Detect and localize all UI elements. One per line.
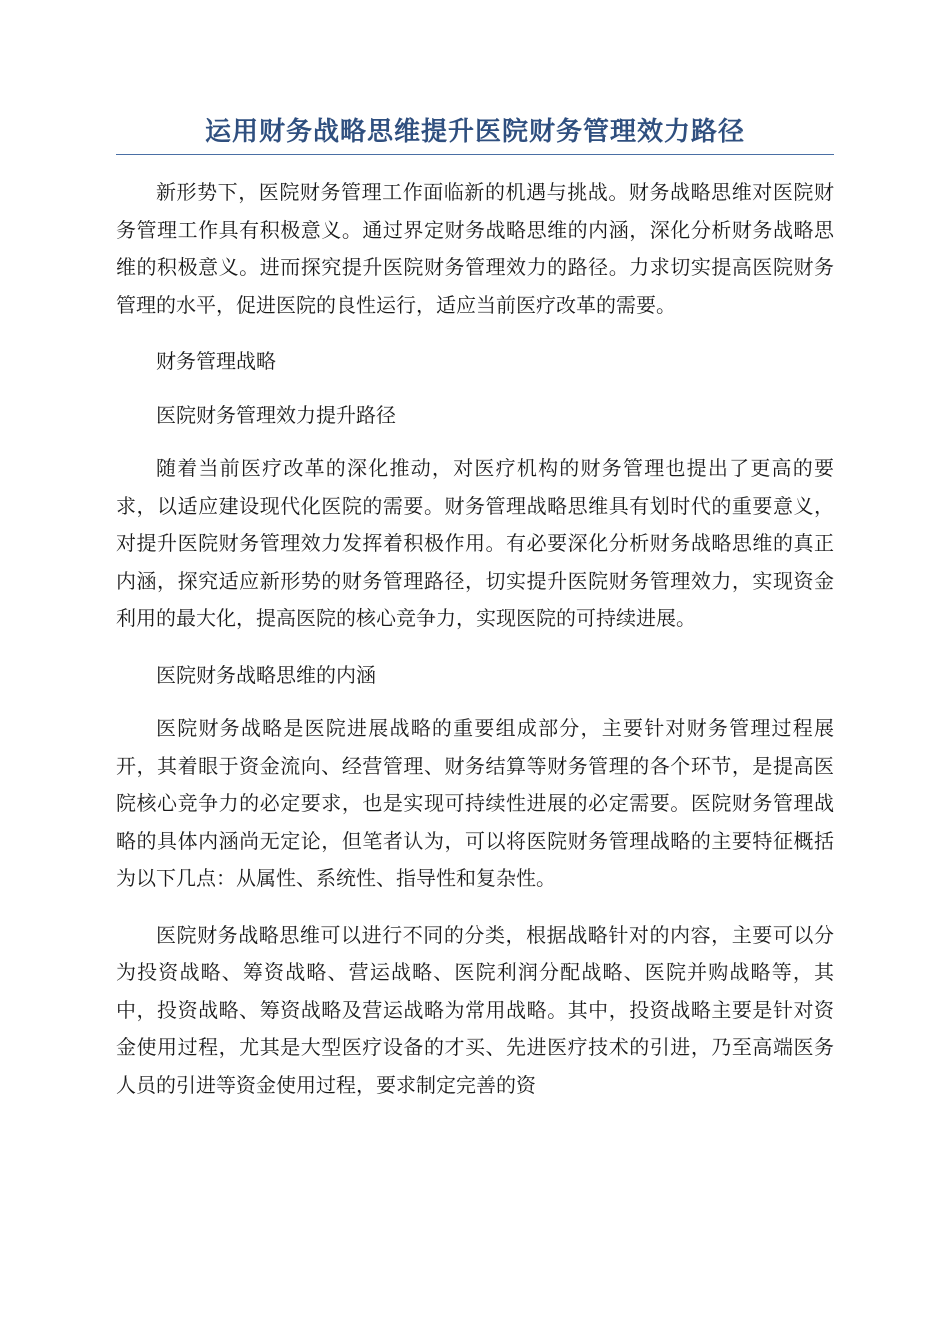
- section-heading: 医院财务战略思维的内涵: [156, 662, 376, 687]
- keyword-efficiency-path: 医院财务管理效力提升路径: [156, 402, 396, 427]
- document-title: 运用财务战略思维提升医院财务管理效力路径: [116, 112, 834, 155]
- document-body: [116, 174, 834, 1104]
- section-paragraph-2: 医院财务战略思维可以进行不同的分类，根据战略针对的内容，主要可以分为投资战略、筹资战略、营运战略、医院利润分配战略、医院并购战略等，其中，投资战略、筹资战略及营运战略为常用战略。其中，投资战略主要是针对资金使用过程，尤其是大型医疗设备的才买、先进医疗技术的引进，乃至高端医务人员的引进等资金使用过程，要求制定完善的资: [116, 922, 834, 1097]
- intro-paragraph: 随着当前医疗改革的深化推动，对医疗机构的财务管理也提出了更高的要求，以适应建设现代化医院的需要。财务管理战略思维具有划时代的重要意义，对提升医院财务管理效力发挥着积极作用。有必要深化分析财务战略思维的真正内涵，探究适应新形势的财务管理路径，切实提升医院财务管理效力，实现资金利用的最大化，提高医院的核心竞争力，实现医院的可持续进展。: [116, 456, 834, 630]
- keyword-financial-strategy: 财务管理战略: [156, 349, 276, 373]
- document-page: [116, 112, 834, 1123]
- abstract-paragraph: 新形势下，医院财务管理工作面临新的机遇与挑战。财务战略思维对医院财务管理工作具有积极意义。通过界定财务战略思维的内涵，深化分析财务战略思维的积极意义。进而探究提升医院财务管理效力的路径。力求切实提高医院财务管理的水平，促进医院的良性运行，适应当前医疗改革的需要。: [116, 180, 834, 317]
- section-paragraph-1: 医院财务战略是医院进展战略的重要组成部分，主要针对财务管理过程展开，其着眼于资金流向、经营管理、财务结算等财务管理的各个环节，是提高医院核心竞争力的必定要求，也是实现可持续性进展的必定需要。医院财务管理战略的具体内涵尚无定论，但笔者认为，可以将医院财务管理战略的主要特征概括为以下几点：从属性、系统性、指导性和复杂性。: [116, 716, 834, 890]
